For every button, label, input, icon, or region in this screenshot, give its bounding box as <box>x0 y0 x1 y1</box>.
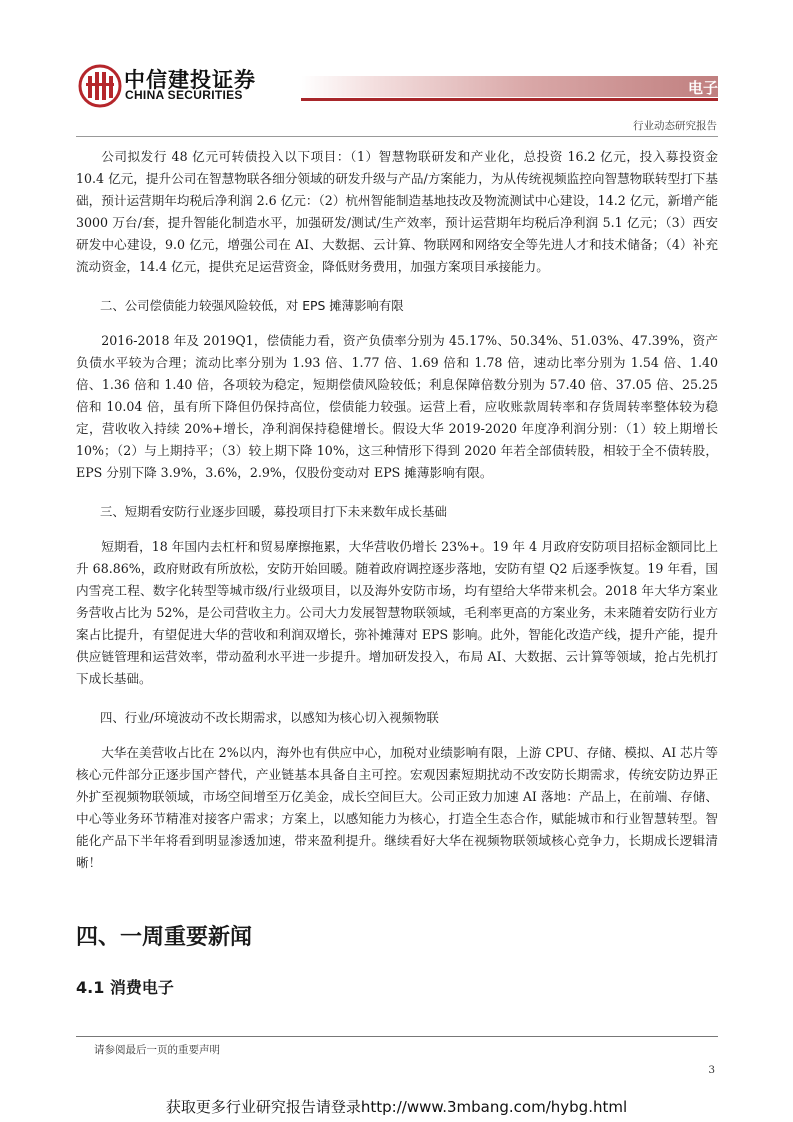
subheading-security-recovery: 三、短期看安防行业逐步回暖，募投项目打下未来数年成长基础 <box>100 504 447 519</box>
section-heading-weekly-news: 四、一周重要新闻 <box>76 925 253 950</box>
footer-disclaimer: 请参阅最后一页的重要声明 <box>94 1044 220 1056</box>
header-gradient-band <box>301 76 718 97</box>
header-divider <box>76 136 718 137</box>
paragraph-long-term-demand: 大华在美营收占比在 2%以内，海外也有供应中心，加税对业绩影响有限，上游 CPU、存储、模拟、AI 芯片等核心元件部分正逐步国产替代，产业链基本具备自主可控。宏观因素短期扰动不改安防长期需求，传统安防边界正外扩至视频物联领域，市场空间增至万亿美金，成长空间巨大。公司正致力加速 AI 落地：产品上，在前端、存储、中心等业务环节精准对接客户需求；方案上，以感知能力为核心，打造全生态合作，赋能城市和行业智慧转型。智能化产品下半年将看到明显渗透加速，带来盈利提升。继续看好大华在视频物联领域核心竞争力，长期成长逻辑清晰！ <box>76 745 718 870</box>
subheading-long-term-demand: 四、行业/环境波动不改长期需求，以感知为核心切入视频物联 <box>100 710 439 725</box>
header-red-rule <box>301 98 718 101</box>
china-securities-logo-icon <box>78 64 122 108</box>
brand-name-cn: 中信建投证券 <box>124 68 256 92</box>
footer-divider <box>76 1036 718 1037</box>
subsection-heading-consumer-electronics: 4.1 消费电子 <box>76 978 174 997</box>
paragraph-fundraising: 公司拟发行 48 亿元可转债投入以下项目：（1）智慧物联研发和产业化，总投资 16.2 亿元，投入募投资金 10.4 亿元，提升公司在智慧物联各细分领域的研发升级与产品/方案能力，为从传统视频监控向智慧物联转型打下基础，预计运营期年均税后净利润 2.6 亿元：（2）杭州智能制造基地技改及物流测试中心建设，14.2 亿元，新增产能 3000 万台/套，提升智能化制造水平，加强研发/测试/生产效率，预计运营期年均税后净利润 5.1 亿元；（3）西安研发中心建设，9.0 亿元，增强公司在 AI、大数据、云计算、物联网和网络安全等先进人才和技术储备；（4）补充流动资金，14.4 亿元，提供充足运营资金，降低财务费用，加强方案项目承接能力。 <box>76 149 718 274</box>
page-number: 3 <box>708 1064 715 1076</box>
report-type-label: 行业动态研究报告 <box>633 120 717 132</box>
paragraph-solvency: 2016-2018 年及 2019Q1，偿债能力看，资产负债率分别为 45.17%、50.34%、51.03%、47.39%，资产负债水平较为合理；流动比率分别为 1.93 倍、1.77 倍、1.69 倍和 1.78 倍，速动比率分别为 1.54 倍、1.40 倍、1.36 倍和 1.40 倍，各项较为稳定，短期偿债风险较低；利息保障倍数分别为 57.40 倍、37.05 倍、25.25 倍和 10.04 倍，虽有所下降但仍保持高位，偿债能力较强。运营上看，应收账款周转率和存货周转率整体较为稳定，营收收入持续 20%+增长，净利润保持稳健增长。假设大华 2019-2020 年度净利润分别：（1）较上期增长 10%；（2）与上期持平；（3）较上期下降 10%，这三种情形下得到 2020 年若全部债转股，相较于全不债转股，EPS 分别下降 3.9%，3.6%，2.9%，仅股份变动对 EPS 摊薄影响有限。 <box>76 333 718 480</box>
subheading-solvency: 二、公司偿债能力较强风险较低，对 EPS 摊薄影响有限 <box>100 298 404 313</box>
article-body <box>76 146 718 874</box>
paragraph-security-recovery: 短期看，18 年国内去杠杆和贸易摩擦拖累，大华营收仍增长 23%+。19 年 4 月政府安防项目招标金额同比上升 68.86%，政府财政有所放松，安防开始回暖。随着政府调控逐步落地，安防有望 Q2 后逐季恢复。19 年看，国内雪亮工程、数字化转型等城市级/行业级项目，以及海外安防市场，均有望给大华带来机会。2018 年大华方案业务营收占比为 52%，是公司营收主力。公司大力发展智慧物联领域，毛利率更高的方案业务，未来随着安防行业方案占比提升，有望促进大华的营收和利润双增长，弥补摊薄对 EPS 影响。此外，智能化改造产线，提升产能，提升供应链管理和运营效率，带动盈利水平进一步提升。增加研发投入，布局 AI、大数据、云计算等领域，抢占先机打下成长基础。 <box>76 539 718 686</box>
section-tag: 电子 <box>687 79 718 97</box>
brand-name-en: CHINA SECURITIES <box>125 88 243 102</box>
promo-link[interactable]: 获取更多行业研究报告请登录http://www.3mbang.com/hybg.html <box>165 1098 628 1116</box>
